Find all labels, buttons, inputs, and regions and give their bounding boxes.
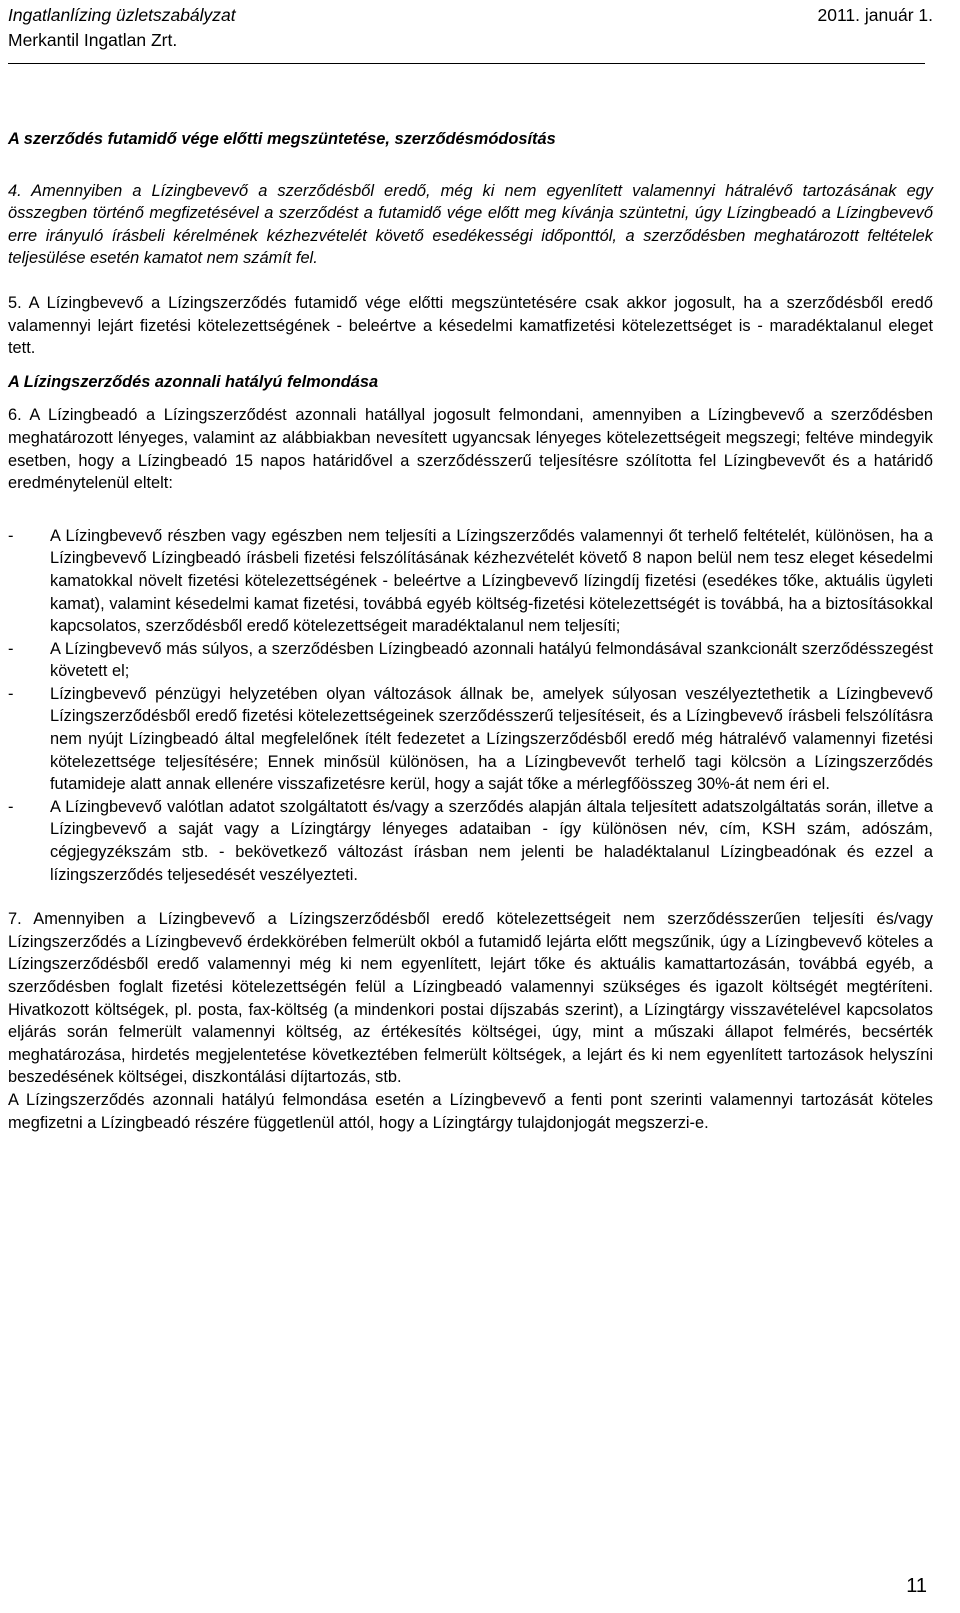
list-item-text: Lízingbevevő pénzügyi helyzetében olyan változások állnak be, amelyek súlyosan veszélyeztethetik a Lízingbevevő Lízingszerződésből eredő fizetési kötelezettségeinek szerződésszerű teljesítéseit, és a Lízingbevevő írásbeli felszólításra nem nyújt Lízingbeadó által megfelelőnek ítélt fedezetet a Lízingszerződésből eredő még hátralévő valamennyi fizetési kötelezettsége teljesítésére; Ennek minősül különösen, ha a Lízingbevevőt terhelő tagi kölcsön a Lízingszerződés futamideje alatt annak ellenére visszafizetésre kerül, hogy a saját tőke a mérlegfőösszeg 30%-át nem éri el. — [50, 684, 933, 794]
document-date: 2011. január 1. — [817, 5, 933, 25]
paragraph-6: 6. A Lízingbeadó a Lízingszerződést azonnali hatállyal jogosult felmondani, amennyiben a Lízingbevevő a szerződésben meghatározott lényeges, valamint az alábbiakban nevesített ugyancsak lényeges kötelezettségeit megszegi; feltéve mindegyik esetben, hogy a Lízingbeadó 15 napos határidővel a szerződésszerű teljesítésre szólította fel Lízingbevevőt és a határidő eredménytelenül eltelt: — [8, 406, 933, 493]
header-row-bottom — [8, 28, 933, 53]
list-item-text: A Lízingbevevő valótlan adatot szolgáltatott és/vagy a szerződés alapján általa teljesített adatszolgáltatás során, illetve a Lízingbevevő a saját vagy a Lízingtárgy lényeges adataiban - így különösen név, cím, KSH szám, adószám, cégjegyzékszám stb. - bekövetkező változást írásban nem jelenti be haladéktalanul Lízingbeadónak és ezzel a lízingszerződés teljesedését veszélyezteti. — [50, 797, 933, 884]
page-header — [8, 3, 933, 55]
list-dash: - — [8, 639, 14, 658]
document-body — [8, 128, 933, 1134]
paragraph-5: 5. A Lízingbevevő a Lízingszerződés futamidő vége előtti megszüntetésére csak akkor jogosult, ha a szerződésből eredő valamennyi lejárt fizetési kötelezettségének - beleértve a késedelmi kamatfizetési kötelezettséget is - maradéktalanul eleget tett. — [8, 293, 933, 358]
header-row-top — [8, 3, 933, 28]
page-number: 11 — [906, 1575, 927, 1597]
section-title-immediate-termination: A Lízingszerződés azonnali hatályú felmondása — [8, 372, 379, 391]
paragraph-8: A Lízingszerződés azonnali hatályú felmondása esetén a Lízingbevevő a fenti pont szerinti valamennyi tartozását köteles megfizetni a Lízingbeadó részére függetlenül attól, hogy a Lízingtárgy tulajdonjogát megszerzi-e. — [8, 1090, 933, 1132]
list-item-text: A Lízingbevevő részben vagy egészben nem teljesíti a Lízingszerződés valamennyi őt terhelő feltételét, különösen, ha a Lízingbevevő Lízingbeadó írásbeli fizetési felszólításának kézhezvételét követő 8 napon belül nem tesz eleget késedelmi kamatokkal növelt fizetési kötelezettségének - beleértve a Lízingbevevő lízingdíj fizetési (esedékes tőke, aktuális ügyleti kamat), valamint késedelmi kamat fizetési, továbbá egyéb költség-fizetési kötelezettségét is továbbá, ha a biztosításokkal kapcsolatos, szerződésből eredő kötelezettségeit maradéktalanul nem teljesíti; — [50, 526, 933, 636]
document-title: Ingatlanlízing üzletszabályzat — [8, 5, 236, 25]
list-item — [8, 683, 933, 796]
list-item — [8, 525, 933, 638]
breach-list — [8, 525, 933, 887]
list-dash: - — [8, 684, 14, 703]
list-dash: - — [8, 526, 14, 545]
list-dash: - — [8, 797, 14, 816]
header-divider — [8, 63, 925, 64]
list-item — [8, 796, 933, 886]
paragraph-7: 7. Amennyiben a Lízingbevevő a Lízingszerződésből eredő kötelezettségeit nem szerződésszerűen teljesíti és/vagy Lízingszerződés a Lízingbevevő érdekkörében felmerült okból a futamidő lejárta előtt megszűnik, úgy a Lízingbevevő köteles a Lízingszerződésből eredő valamennyi még ki nem egyenlített, lejárt tőke és aktuális kamattartozásán, továbbá egyéb, a szerződésben foglalt fizetési kötelezettségén felül a Lízingbeadó valamennyi szükséges és igazolt költségét megtéríteni. Hivatkozott költségek, pl. posta, fax-költség (a mindenkori postai díjszabás szerint), a Lízingtárgy visszavételével kapcsolatos eljárás során felmerült valamennyi költség, az értékesítés költségei, úgy, mint a műszaki állapot felmérés, becsérték meghatározása, hirdetés megjelentetése következtében felmerült költségek, a lejárt és ki nem egyenlített tartozások helyszíni beszedésének költségei, diszkontálási díjtartozás, stb. — [8, 910, 933, 1087]
paragraph-4: 4. Amennyiben a Lízingbevevő a szerződésből eredő, még ki nem egyenlített valamennyi hátralévő tartozásának egy összegben történő megfizetésével a szerződést a futamidő vége előtt meg kívánja szüntetni, úgy Lízingbeadó a Lízingbevevő erre irányuló írásbeli kérelmének kézhezvételét követő esedékességi időponttól, a szerződésben meghatározott feltételek teljesülése esetén kamatot nem számít fel. — [8, 181, 933, 268]
list-item-text: A Lízingbevevő más súlyos, a szerződésben Lízingbeadó azonnali hatályú felmondásával szankcionált szerződésszegést követett el; — [50, 639, 933, 681]
section-title-termination: A szerződés futamidő vége előtti megszüntetése, szerződésmódosítás — [8, 130, 556, 148]
company-name: Merkantil Ingatlan Zrt. — [8, 30, 178, 50]
list-item — [8, 638, 933, 683]
